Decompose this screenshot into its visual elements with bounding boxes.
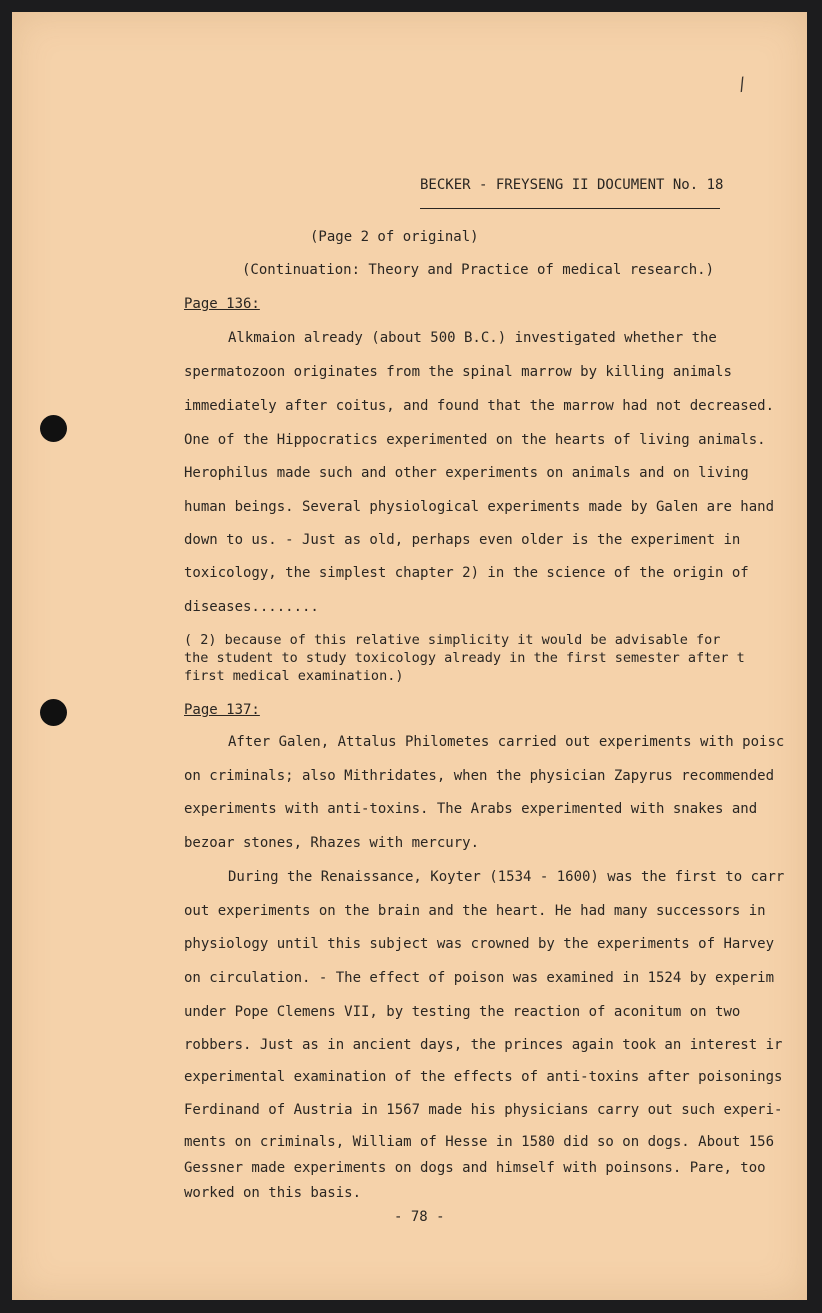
section-heading-137: Page 137: (184, 702, 260, 718)
body-line: One of the Hippocratics experimented on the hearts of living animals. (184, 432, 766, 448)
body-line: Herophilus made such and other experiments on animals and on living (184, 465, 749, 481)
body-line: under Pope Clemens VII, by testing the reaction of aconitum on two (184, 1004, 741, 1020)
body-line: on criminals; also Mithridates, when the physician Zapyrus recommended (184, 768, 775, 784)
continuation-note: (Continuation: Theory and Practice of medical research.) (242, 262, 715, 278)
body-line: human beings. Several physiological experiments made by Galen are hand (184, 499, 775, 515)
body-line: experiments with anti-toxins. The Arabs experimented with snakes and (184, 801, 758, 817)
footnote-line: first medical examination.) (184, 668, 404, 684)
body-line: physiology until this subject was crowned by the experiments of Harvey (184, 936, 775, 952)
body-line: ments on criminals, William of Hesse in 1580 did so on dogs. About 156 (184, 1134, 775, 1150)
body-line: diseases........ (184, 599, 319, 615)
body-line: immediately after coitus, and found that the marrow had not decreased. (184, 398, 775, 414)
body-line: down to us. - Just as old, perhaps even older is the experiment in (184, 532, 741, 548)
corner-pen-mark: / (736, 73, 748, 96)
punch-hole-top (40, 415, 67, 442)
document-id: BECKER - FREYSENG II DOCUMENT No. 18 (420, 177, 724, 193)
body-line: After Galen, Attalus Philometes carried out experiments with poisc (228, 734, 785, 750)
body-line: experimental examination of the effects of anti-toxins after poisonings (184, 1069, 783, 1085)
body-line: on circulation. - The effect of poison was examined in 1524 by experim (184, 970, 775, 986)
document-page (12, 12, 807, 1300)
body-line: Ferdinand of Austria in 1567 made his physicians carry out such experi- (184, 1102, 783, 1118)
body-line: out experiments on the brain and the heart. He had many successors in (184, 903, 766, 919)
body-line: Gessner made experiments on dogs and himself with poinsons. Pare, too (184, 1160, 766, 1176)
body-line: Alkmaion already (about 500 B.C.) investigated whether the (228, 330, 717, 346)
body-line: spermatozoon originates from the spinal marrow by killing animals (184, 364, 732, 380)
page-of-original: (Page 2 of original) (310, 229, 479, 245)
section-heading-136: Page 136: (184, 296, 260, 312)
footnote-line: the student to study toxicology already in the first semester after t (184, 650, 745, 666)
body-line: toxicology, the simplest chapter 2) in the science of the origin of (184, 565, 749, 581)
body-line: During the Renaissance, Koyter (1534 - 1600) was the first to carr (228, 869, 785, 885)
punch-hole-bottom (40, 699, 67, 726)
page-number: - 78 - (394, 1209, 445, 1225)
footnote-line: ( 2) because of this relative simplicity it would be advisable for (184, 632, 721, 648)
document-id-rule (420, 208, 720, 209)
body-line: worked on this basis. (184, 1185, 362, 1201)
body-line: bezoar stones, Rhazes with mercury. (184, 835, 480, 851)
body-line: robbers. Just as in ancient days, the princes again took an interest ir (184, 1037, 783, 1053)
